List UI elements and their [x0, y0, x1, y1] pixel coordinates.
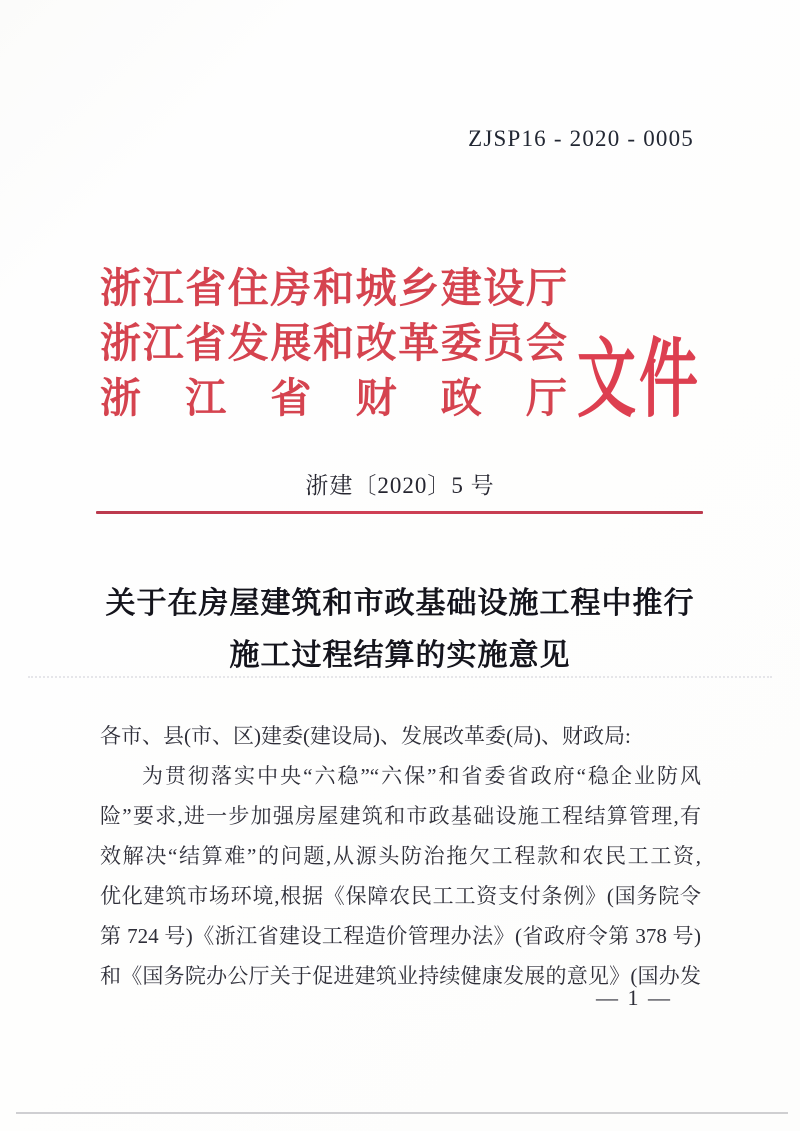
body-text — [100, 716, 701, 996]
issuer-list — [100, 261, 567, 426]
page-number: — 1 — — [596, 985, 672, 1010]
red-separator-line — [96, 511, 703, 514]
salutation-line: 各市、县(市、区)建委(建设局)、发展改革委(局)、财政局: — [100, 724, 631, 748]
reference-number: ZJSP16 - 2020 - 0005 — [468, 126, 694, 151]
document-number: 浙建〔2020〕5 号 — [305, 473, 495, 498]
body-line-1: 为贯彻落实中央“六稳”“六保”和省委省政府“稳企业防风 — [142, 764, 701, 788]
scan-artifact-line-bottom — [16, 1112, 788, 1114]
document-type-label: 文件 — [577, 331, 702, 428]
issuer-line-development-reform-commission: 浙江省发展和改革委员会 — [100, 320, 567, 366]
body-line-2: 险”要求,进一步加强房屋建筑和市政基础设施工程结算管理,有 — [100, 804, 701, 828]
body-line-3: 效解决“结算难”的问题,从源头防治拖欠工程款和农民工工资, — [100, 844, 701, 868]
issuer-line-housing-construction-dept: 浙江省住房和城乡建设厅 — [100, 265, 567, 311]
letterhead — [100, 261, 720, 431]
scan-artifact-line-top — [28, 676, 772, 678]
title-line-1: 关于在房屋建筑和市政基础设施工程中推行 — [105, 587, 695, 620]
body-line-6: 和《国务院办公厅关于促进建筑业持续健康发展的意见》(国办发 — [100, 964, 701, 988]
issuer-line-finance-dept: 浙江省财政厅 — [100, 375, 567, 421]
document-title — [0, 578, 800, 682]
body-line-4: 优化建筑市场环境,根据《保障农民工工资支付条例》(国务院令 — [100, 884, 701, 908]
body-line-5: 第 724 号)《浙江省建设工程造价管理办法》(省政府令第 378 号) — [100, 924, 701, 948]
title-line-2: 施工过程结算的实施意见 — [229, 639, 571, 672]
